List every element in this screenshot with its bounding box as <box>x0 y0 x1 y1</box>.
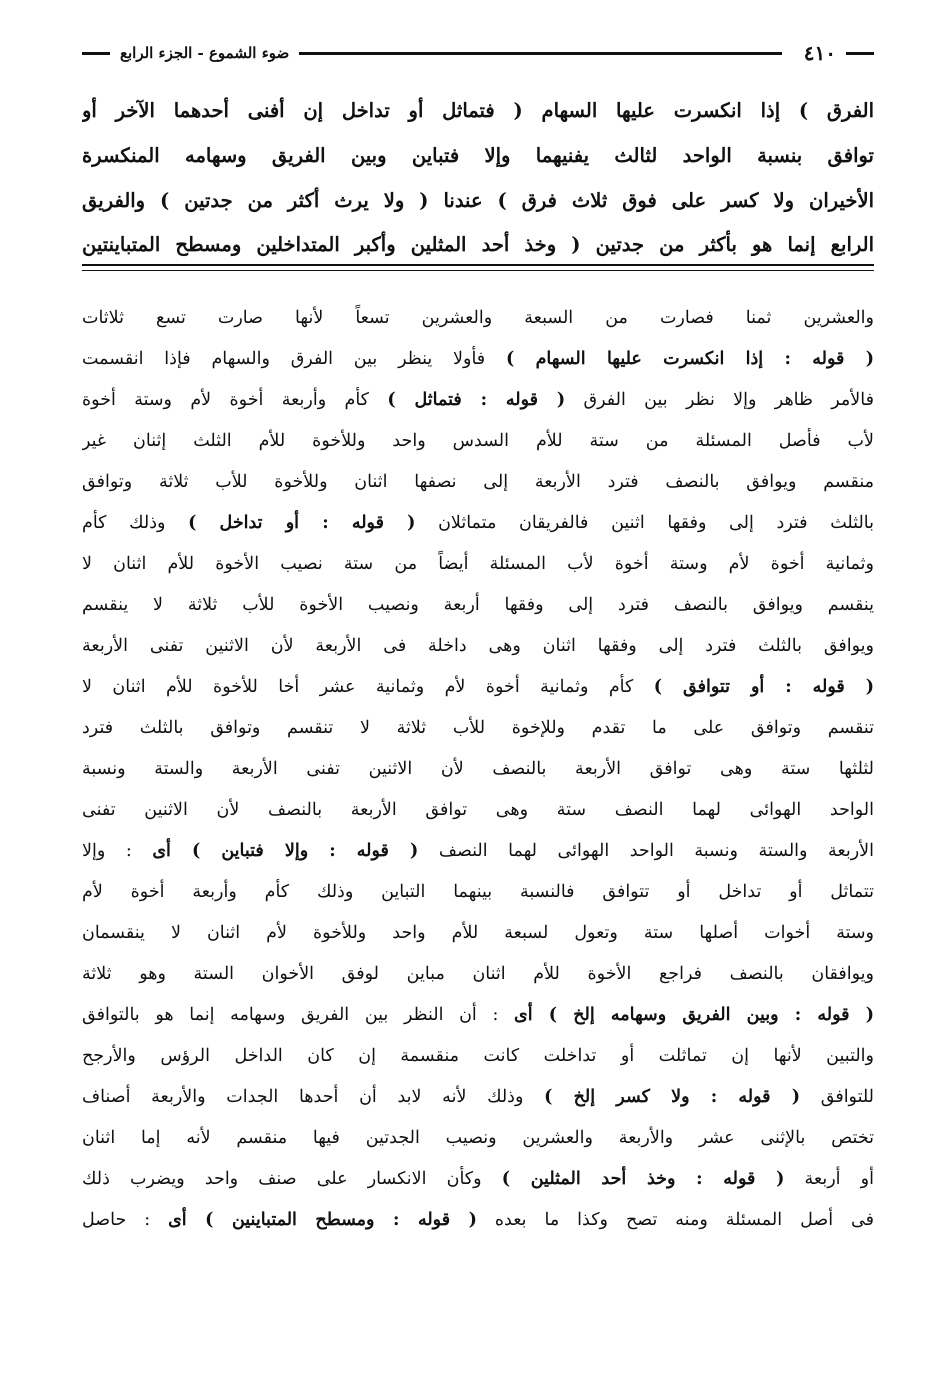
commentary-line: وثمانية أخوة لأم وستة أخوة لأب المسئلة أيضاً من ستة نصيب الأخوة للأم اثنان لا <box>82 554 874 574</box>
commentary-line: ( قوله : أو تتوافق ) كأم وثمانية أخوة لأم وثمانية عشر أخا للأخوة للأم اثنان لا <box>82 677 874 697</box>
matn-divider <box>82 264 874 266</box>
lemma-heading: ( قوله : ولا كسر إلخ ) <box>544 1087 801 1107</box>
page-number: ٤١٠ <box>803 41 836 65</box>
commentary-line: فالأمر ظاهر وإلا نظر بين الفرق ( قوله : فتماثل ) كأم وأربعة أخوة لأم وستة أخوة <box>82 390 874 410</box>
commentary-line: أو أربعة ( قوله : وخذ أحد المثلين ) وكأن الانكسار على صنف واحد ويضرب ذلك <box>82 1169 874 1189</box>
matn-line: توافق بنسبة الواحد لثالث يفنيهما وإلا فتباين وبين الفريق وسهامه المنكسرة <box>82 144 874 167</box>
commentary-line: ويوافقان بالنصف فراجع الأخوة للأم اثنان مباين لوفق الأخوان الستة وهو ثلاثة <box>82 964 874 984</box>
matn-line: الرابع إنما هو بأكثر من جدتين ( وخذ أحد المثلين وأكبر المتداخلين ومسطح المتباينتين <box>82 233 874 256</box>
lemma-heading: ( قوله : إذا انكسرت عليها السهام ) <box>505 349 874 369</box>
header-rule <box>299 52 782 55</box>
commentary-line: الأربعة والستة ونسبة الواحد الهوائى لهما النصف ( قوله : وإلا فتباين ) أى : وإلا <box>82 841 874 861</box>
commentary-line: الواحد الهوائى لهما النصف ستة وهى توافق الأربعة بالنصف لأن الاثنين تفنى <box>82 800 874 820</box>
commentary-line: والتبين لأنها إن تماثلت أو تداخلت كانت منقسمة إن كان الداخل الرؤس والأرجح <box>82 1046 874 1066</box>
commentary-line: تتماثل أو تداخل أو تتوافق فالنسبة بينهما التباين وذلك كأم وأربعة أخوة لأم <box>82 882 874 902</box>
commentary-line: بالثلث فترد إلى وفقها اثنين فالفريقان متماثلان ( قوله : أو تداخل ) وذلك كأم <box>82 513 874 533</box>
header-dash <box>82 52 110 55</box>
commentary-line: وستة أخوات أصلها ستة وتعول لسبعة للأم واحد وللأخوة لأم اثنان لا ينقسمان <box>82 923 874 943</box>
commentary-line: ويوافق بالثلث فترد إلى وفقها اثنان وهى داخلة فى الأربعة لأن الاثنين تفنى الأربعة <box>82 636 874 656</box>
lemma-heading: ( قوله : وخذ أحد المثلين ) <box>501 1169 785 1189</box>
lemma-heading: ( قوله : أو تداخل ) <box>188 513 416 533</box>
commentary-line: منقسم ويوافق بالنصف فترد الأربعة إلى نصفها اثنان وللأخوة للأب ثلاثة وتوافق <box>82 472 874 492</box>
commentary-line: ( قوله : وبين الفريق وسهامه إلخ ) أى : أن النظر بين الفريق وسهامه إنما هو بالتوافق <box>82 1005 874 1025</box>
commentary-line: ينقسم ويوافق بالنصف فترد إلى وفقها أربعة ونصيب الأخوة للأب ثلاثة لا ينقسم <box>82 595 874 615</box>
book-page <box>82 0 874 1390</box>
lemma-heading: ( قوله : وبين الفريق وسهامه إلخ ) أى <box>514 1005 874 1025</box>
commentary-line: والعشرين ثمنا فصارت من السبعة والعشرين تسعاً لأنها صارت تسع ثلاثات <box>82 308 874 328</box>
header-dash <box>846 52 874 55</box>
commentary-line: فى أصل المسئلة ومنه تصح وكذا ما بعده ( قوله : ومسطح المتباينين ) أى : حاصل <box>82 1210 874 1230</box>
lemma-heading: ( قوله : وإلا فتباين ) أى <box>152 841 419 861</box>
lemma-heading: ( قوله : فتماثل ) <box>387 390 566 410</box>
commentary-line: لأب فأصل المسئلة من ستة للأم السدس واحد وللأخوة للأم الثلث إثنان غير <box>82 431 874 451</box>
matn-text <box>82 88 874 268</box>
lemma-heading: ( قوله : ومسطح المتباينين ) أى <box>168 1210 477 1230</box>
commentary-line: ( قوله : إذا انكسرت عليها السهام ) فأولا ينظر بين الفرق والسهام فإذا انقسمت <box>82 349 874 369</box>
commentary-line: تختص بالإثنى عشر والأربعة والعشرين ونصيب الجدتين فيها منقسم لأنه إما اثنان <box>82 1128 874 1148</box>
commentary-line: تنقسم وتوافق على ما تقدم وللإخوة للأب ثلاثة لا تنقسم وتوافق بالثلث فترد <box>82 718 874 738</box>
commentary-line: لثلثها ستة وهى توافق الأربعة بالنصف لأن الاثنين تفنى الأربعة والستة ونسبة <box>82 759 874 779</box>
matn-divider <box>82 270 874 271</box>
running-title: ضوء الشموع - الجزء الرابع <box>120 44 290 62</box>
matn-line: الفرق ) إذا انكسرت عليها السهام ( فتماثل أو تداخل إن أفنى أحدهما الآخر أو <box>82 99 874 122</box>
lemma-heading: ( قوله : أو تتوافق ) <box>653 677 874 697</box>
running-header <box>82 40 874 66</box>
commentary-line: للتوافق ( قوله : ولا كسر إلخ ) وذلك لأنه لابد أن أحدها الجدات والأربعة أصناف <box>82 1087 874 1107</box>
matn-line: الأخيران ولا كسر على فوق ثلاث فرق ) عندنا ( ولا يرث أكثر من جدتين ) والفريق <box>82 189 874 212</box>
